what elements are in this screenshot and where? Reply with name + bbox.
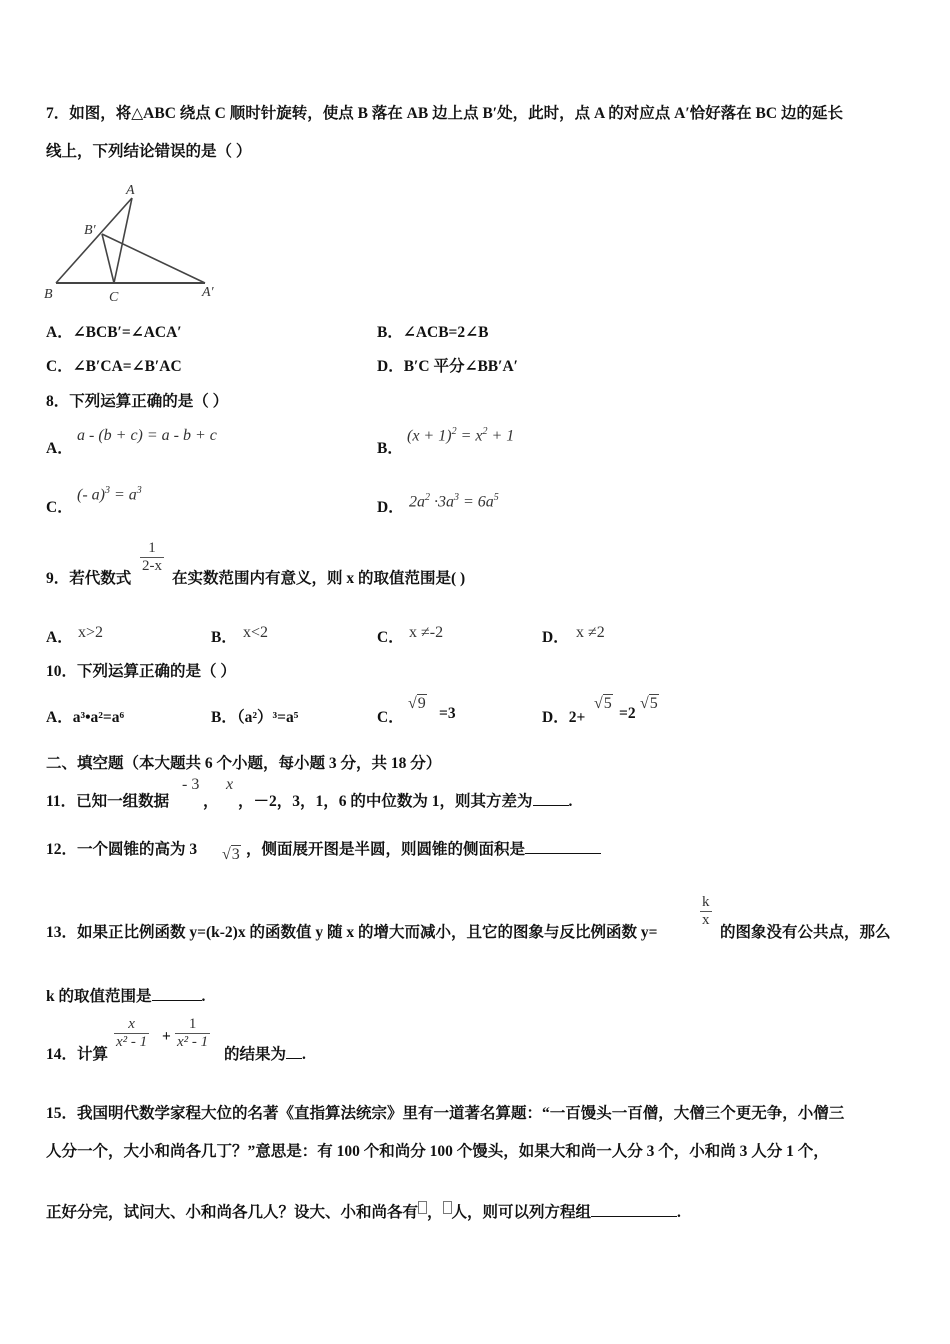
q8-d-a: 2a xyxy=(409,493,425,511)
q11-end: . xyxy=(568,793,573,810)
q13-line2-text: k 的取值范围是 xyxy=(46,988,152,1005)
q7-line-bpc xyxy=(102,234,114,283)
q8-d-b: ·3a xyxy=(430,493,454,511)
q10-option-c-label: C． xyxy=(377,709,404,726)
q7-label-aprime: A′ xyxy=(202,285,214,300)
section-2-title: 二、填空题（本大题共 6 个小题，每小题 3 分，共 18 分） xyxy=(46,755,442,772)
q13-frac-den: x xyxy=(702,912,710,928)
q11-value-1: - 3 xyxy=(182,776,200,793)
q7-line-ab xyxy=(56,198,132,283)
q8-option-b-label: B． xyxy=(377,440,403,457)
q8-b-end: + 1 xyxy=(487,427,515,445)
q9-option-d-label: D． xyxy=(542,629,569,646)
q8-b-base: (x + 1) xyxy=(407,427,452,445)
q7-label-c: C xyxy=(109,290,119,305)
q8-d-e1: 2 xyxy=(425,492,430,503)
q9-prefix: 9．若代数式 xyxy=(46,570,132,587)
q14-prefix: 14．计算 xyxy=(46,1046,109,1063)
q10-option-d-radical2: √5 xyxy=(640,695,658,712)
q8-c-base: (- a) xyxy=(77,486,105,504)
q12-rest-text: ，侧面展开图是半圆，则圆锥的侧面积是 xyxy=(246,841,526,858)
q13-prefix: 13．如果正比例函数 y=(k-2)x 的函数值 y 随 x 的增大而减小，且它的图象与反比例函数 y= xyxy=(46,924,658,941)
q9-option-b: x<2 xyxy=(243,624,269,641)
q10-option-c-radical: √9 xyxy=(408,695,426,712)
q12-radicand: 3 xyxy=(231,846,240,863)
q7-option-d: D．B′C 平分∠BB′A′ xyxy=(377,358,519,375)
q8-d-c: = 6a xyxy=(459,493,494,511)
q14-frac-2 xyxy=(175,1016,210,1051)
q9-frac-num: 1 xyxy=(148,540,156,556)
q9-option-a-label: A． xyxy=(46,629,73,646)
q8-c-exp2: 3 xyxy=(136,485,142,496)
q9-option-b-label: B． xyxy=(211,629,237,646)
q10-option-d-radical1: √5 xyxy=(594,695,612,712)
q14-frac-1 xyxy=(114,1016,149,1051)
q14-suffix xyxy=(224,1042,306,1064)
q14-fraction-2 xyxy=(175,1016,210,1051)
q8-b-exp2: 2 xyxy=(482,426,488,437)
q7-option-b: B．∠ACB=2∠B xyxy=(377,324,489,341)
q14-fraction-1 xyxy=(114,1016,149,1051)
q7-line-bpap xyxy=(102,234,205,283)
q8-option-b-expr xyxy=(407,426,514,445)
q8-stem: 8．下列运算正确的是（ ） xyxy=(46,393,229,410)
q14-frac-1-num: x xyxy=(128,1016,135,1032)
q7-label-a: A xyxy=(126,183,135,198)
q14-answer-blank xyxy=(286,1058,302,1059)
q14-suffix-text: 的结果为 xyxy=(224,1046,287,1063)
q15-variable-box-1 xyxy=(418,1201,427,1214)
q15-line3a: 正好分完，试问大、小和尚各几人？设大、小和尚各有 xyxy=(46,1204,419,1221)
q8-d-e3: 5 xyxy=(493,492,499,503)
q7-label-bprime: B′ xyxy=(84,223,96,238)
q10-stem: 10．下列运算正确的是（ ） xyxy=(46,663,236,680)
q14-frac-2-den: x² - 1 xyxy=(177,1034,209,1050)
q9-option-c: x ≠-2 xyxy=(409,624,444,641)
q8-b-exp: 2 xyxy=(451,426,457,437)
q13-frac-num: k xyxy=(702,894,710,910)
q10-d-radicand2: 5 xyxy=(649,695,658,712)
q8-option-a-expr: a - (b + c) = a - b + c xyxy=(77,427,217,444)
q9-fraction xyxy=(140,540,164,575)
q8-b-mid: = x xyxy=(456,427,483,445)
q15-line1: 15．我国明代数学家程大位的名著《直指算法统宗》里有一道著名算题：“一百馒头一百僧，大僧三个更无争，小僧三 xyxy=(46,1105,845,1122)
q10-d-radicand1: 5 xyxy=(603,695,612,712)
q9-option-a: x>2 xyxy=(78,624,104,641)
q10-option-b: B．（a²）³=a⁵ xyxy=(211,709,299,726)
q10-option-a: A．a³•a²=a⁶ xyxy=(46,709,125,726)
q15-end: . xyxy=(677,1204,681,1221)
q15-line3b: ， xyxy=(427,1204,443,1221)
q8-option-d-label: D． xyxy=(377,499,404,516)
q7-label-b: B xyxy=(44,287,53,302)
q8-option-c-label: C． xyxy=(46,499,73,516)
q9-suffix: 在实数范围内有意义，则 x 的取值范围是( ) xyxy=(172,570,466,587)
q13-answer-blank xyxy=(152,1000,202,1001)
q13-frac xyxy=(700,894,712,929)
q13-suffix: 的图象没有公共点，那么 xyxy=(720,924,891,941)
q8-option-d-expr xyxy=(409,492,499,511)
q7-stem-line1: 7．如图，将△ABC 绕点 C 顺时针旋转，使点 B 落在 AB 边上点 B′处，此时，点 A 的对应点 A′恰好落在 BC 边的延长 xyxy=(46,105,843,122)
q8-c-exp: 3 xyxy=(104,485,110,496)
q13-end: . xyxy=(201,988,206,1005)
q13-fraction xyxy=(700,894,712,929)
q9-frac xyxy=(140,540,164,575)
q10-c-radicand: 9 xyxy=(417,695,426,712)
q7-option-a: A．∠BCB′=∠ACA′ xyxy=(46,324,182,341)
q11-rest xyxy=(238,789,572,811)
q12-prefix: 12．一个圆锥的高为 3 xyxy=(46,841,198,858)
q9-option-d: x ≠2 xyxy=(576,624,605,641)
q10-option-c-end: =3 xyxy=(439,705,456,722)
q8-c-mid: = a xyxy=(109,486,137,504)
q11-comma: ， xyxy=(203,793,219,810)
q15-variable-box-2 xyxy=(443,1201,452,1214)
q7-option-c: C．∠B′CA=∠B′AC xyxy=(46,358,182,375)
q9-option-c-label: C． xyxy=(377,629,404,646)
q14-end: . xyxy=(302,1046,306,1063)
q9-frac-den: 2-x xyxy=(142,558,162,574)
q13-line2 xyxy=(46,984,205,1006)
q8-option-a-label: A． xyxy=(46,440,73,457)
q15-line3 xyxy=(46,1200,681,1222)
q12-answer-blank xyxy=(525,853,601,854)
q10-option-d-label: D．2+ xyxy=(542,709,586,726)
q12-radical: √3 xyxy=(222,846,240,863)
q14-frac-1-den: x² - 1 xyxy=(116,1034,148,1050)
q7-stem-line2: 线上，下列结论错误的是（ ） xyxy=(46,143,252,160)
q12-rest xyxy=(246,837,601,859)
q15-answer-blank xyxy=(591,1216,677,1217)
q11-value-x: x xyxy=(226,776,234,793)
q8-option-c-expr xyxy=(77,485,142,504)
q11-rest-text: ，－2，3，1，6 的中位数为 1，则其方差为 xyxy=(238,793,533,810)
q11-prefix: 11．已知一组数据 xyxy=(46,793,170,810)
q10-option-d-mid: =2 xyxy=(619,705,636,722)
q14-frac-2-num: 1 xyxy=(188,1016,197,1032)
q15-line2: 人分一个，大小和尚各几丁？”意思是：有 100 个和尚分 100 个馒头，如果大和尚一人分 3 个，小和尚 3 人分 1 个， xyxy=(46,1143,829,1160)
q15-line3c: 人，则可以列方程组 xyxy=(451,1204,592,1221)
q14-plus: + xyxy=(162,1028,171,1045)
q11-answer-blank xyxy=(533,805,569,806)
q8-d-e2: 3 xyxy=(454,492,459,503)
q7-triangle-figure xyxy=(40,178,230,308)
